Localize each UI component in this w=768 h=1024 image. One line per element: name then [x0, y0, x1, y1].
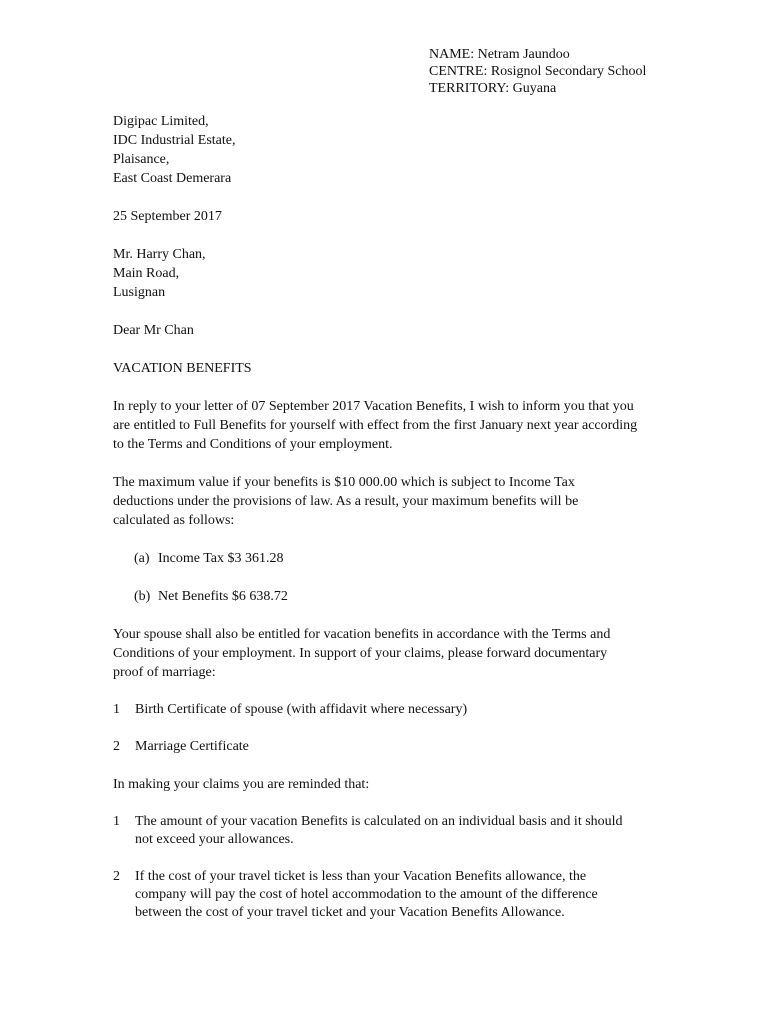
- paragraph-line: to the Terms and Conditions of your employment.: [113, 437, 393, 452]
- candidate-name: NAME: Netram Jaundoo: [429, 47, 570, 62]
- reminder-text: [135, 868, 713, 922]
- paragraph-line: calculated as follows:: [113, 513, 235, 528]
- paragraph-line: Your spouse shall also be entitled for vacation benefits in accordance with the Terms and: [113, 627, 611, 642]
- paragraph-line: The maximum value if your benefits is $10 000.00 which is subject to Income Tax: [113, 475, 575, 490]
- reminder-number: 1: [113, 814, 120, 829]
- paragraph-maximum-value: [113, 473, 713, 530]
- letter-date: 25 September 2017: [113, 209, 222, 224]
- paragraph-line: proof of marriage:: [113, 665, 216, 680]
- letter-subject: VACATION BENEFITS: [113, 361, 252, 376]
- document-number: 1: [113, 702, 120, 717]
- candidate-centre: CENTRE: Rosignol Secondary School: [429, 64, 647, 79]
- document-text: Marriage Certificate: [135, 739, 249, 754]
- sender-address-line: IDC Industrial Estate,: [113, 133, 236, 148]
- document-number: 2: [113, 739, 120, 754]
- reminder-line: The amount of your vacation Benefits is calculated on an individual basis and it should: [135, 814, 623, 829]
- calc-item-text: Income Tax $3 361.28: [158, 551, 284, 566]
- paragraph-line: are entitled to Full Benefits for yourself with effect from the first January next year according: [113, 418, 638, 433]
- document-text: Birth Certificate of spouse (with affidavit where necessary): [135, 702, 468, 717]
- calc-item-income-tax: [113, 549, 713, 568]
- reminder-intro: In making your claims you are reminded that:: [113, 777, 370, 792]
- reminder-line: between the cost of your travel ticket and your Vacation Benefits Allowance.: [135, 905, 565, 920]
- paragraph-line: deductions under the provisions of law. As a result, your maximum benefits will be: [113, 494, 579, 509]
- letter-body: [113, 112, 713, 941]
- candidate-territory: TERRITORY: Guyana: [429, 81, 557, 96]
- reminder-text: [135, 813, 713, 849]
- calc-item-text: Net Benefits $6 638.72: [158, 589, 288, 604]
- paragraph-line: In reply to your letter of 07 September 2017 Vacation Benefits, I wish to inform you that you: [113, 399, 634, 414]
- sender-address: [113, 112, 713, 188]
- paragraph-spouse: [113, 625, 713, 682]
- document-item: [113, 738, 713, 756]
- document-item: [113, 701, 713, 719]
- recipient-address-line: Lusignan: [113, 285, 166, 300]
- reminder-item: [113, 813, 713, 849]
- sender-address-line: Digipac Limited,: [113, 114, 209, 129]
- calc-item-label: (a): [134, 551, 150, 566]
- reminder-number: 2: [113, 869, 120, 884]
- recipient-address-line: Mr. Harry Chan,: [113, 247, 206, 262]
- reminder-item: [113, 868, 713, 922]
- reminder-line: not exceed your allowances.: [135, 832, 294, 847]
- sender-address-line: Plaisance,: [113, 152, 170, 167]
- candidate-header: [429, 46, 646, 97]
- reminder-line: company will pay the cost of hotel accommodation to the amount of the difference: [135, 887, 598, 902]
- reminder-line: If the cost of your travel ticket is less than your Vacation Benefits allowance, the: [135, 869, 587, 884]
- recipient-address: [113, 245, 713, 302]
- recipient-address-line: Main Road,: [113, 266, 180, 281]
- sender-address-line: East Coast Demerara: [113, 171, 232, 186]
- salutation: Dear Mr Chan: [113, 323, 194, 338]
- calc-item-net-benefits: [113, 587, 713, 606]
- paragraph-entitlement: [113, 397, 713, 454]
- paragraph-line: Conditions of your employment. In support of your claims, please forward documentary: [113, 646, 608, 661]
- calc-item-label: (b): [134, 589, 151, 604]
